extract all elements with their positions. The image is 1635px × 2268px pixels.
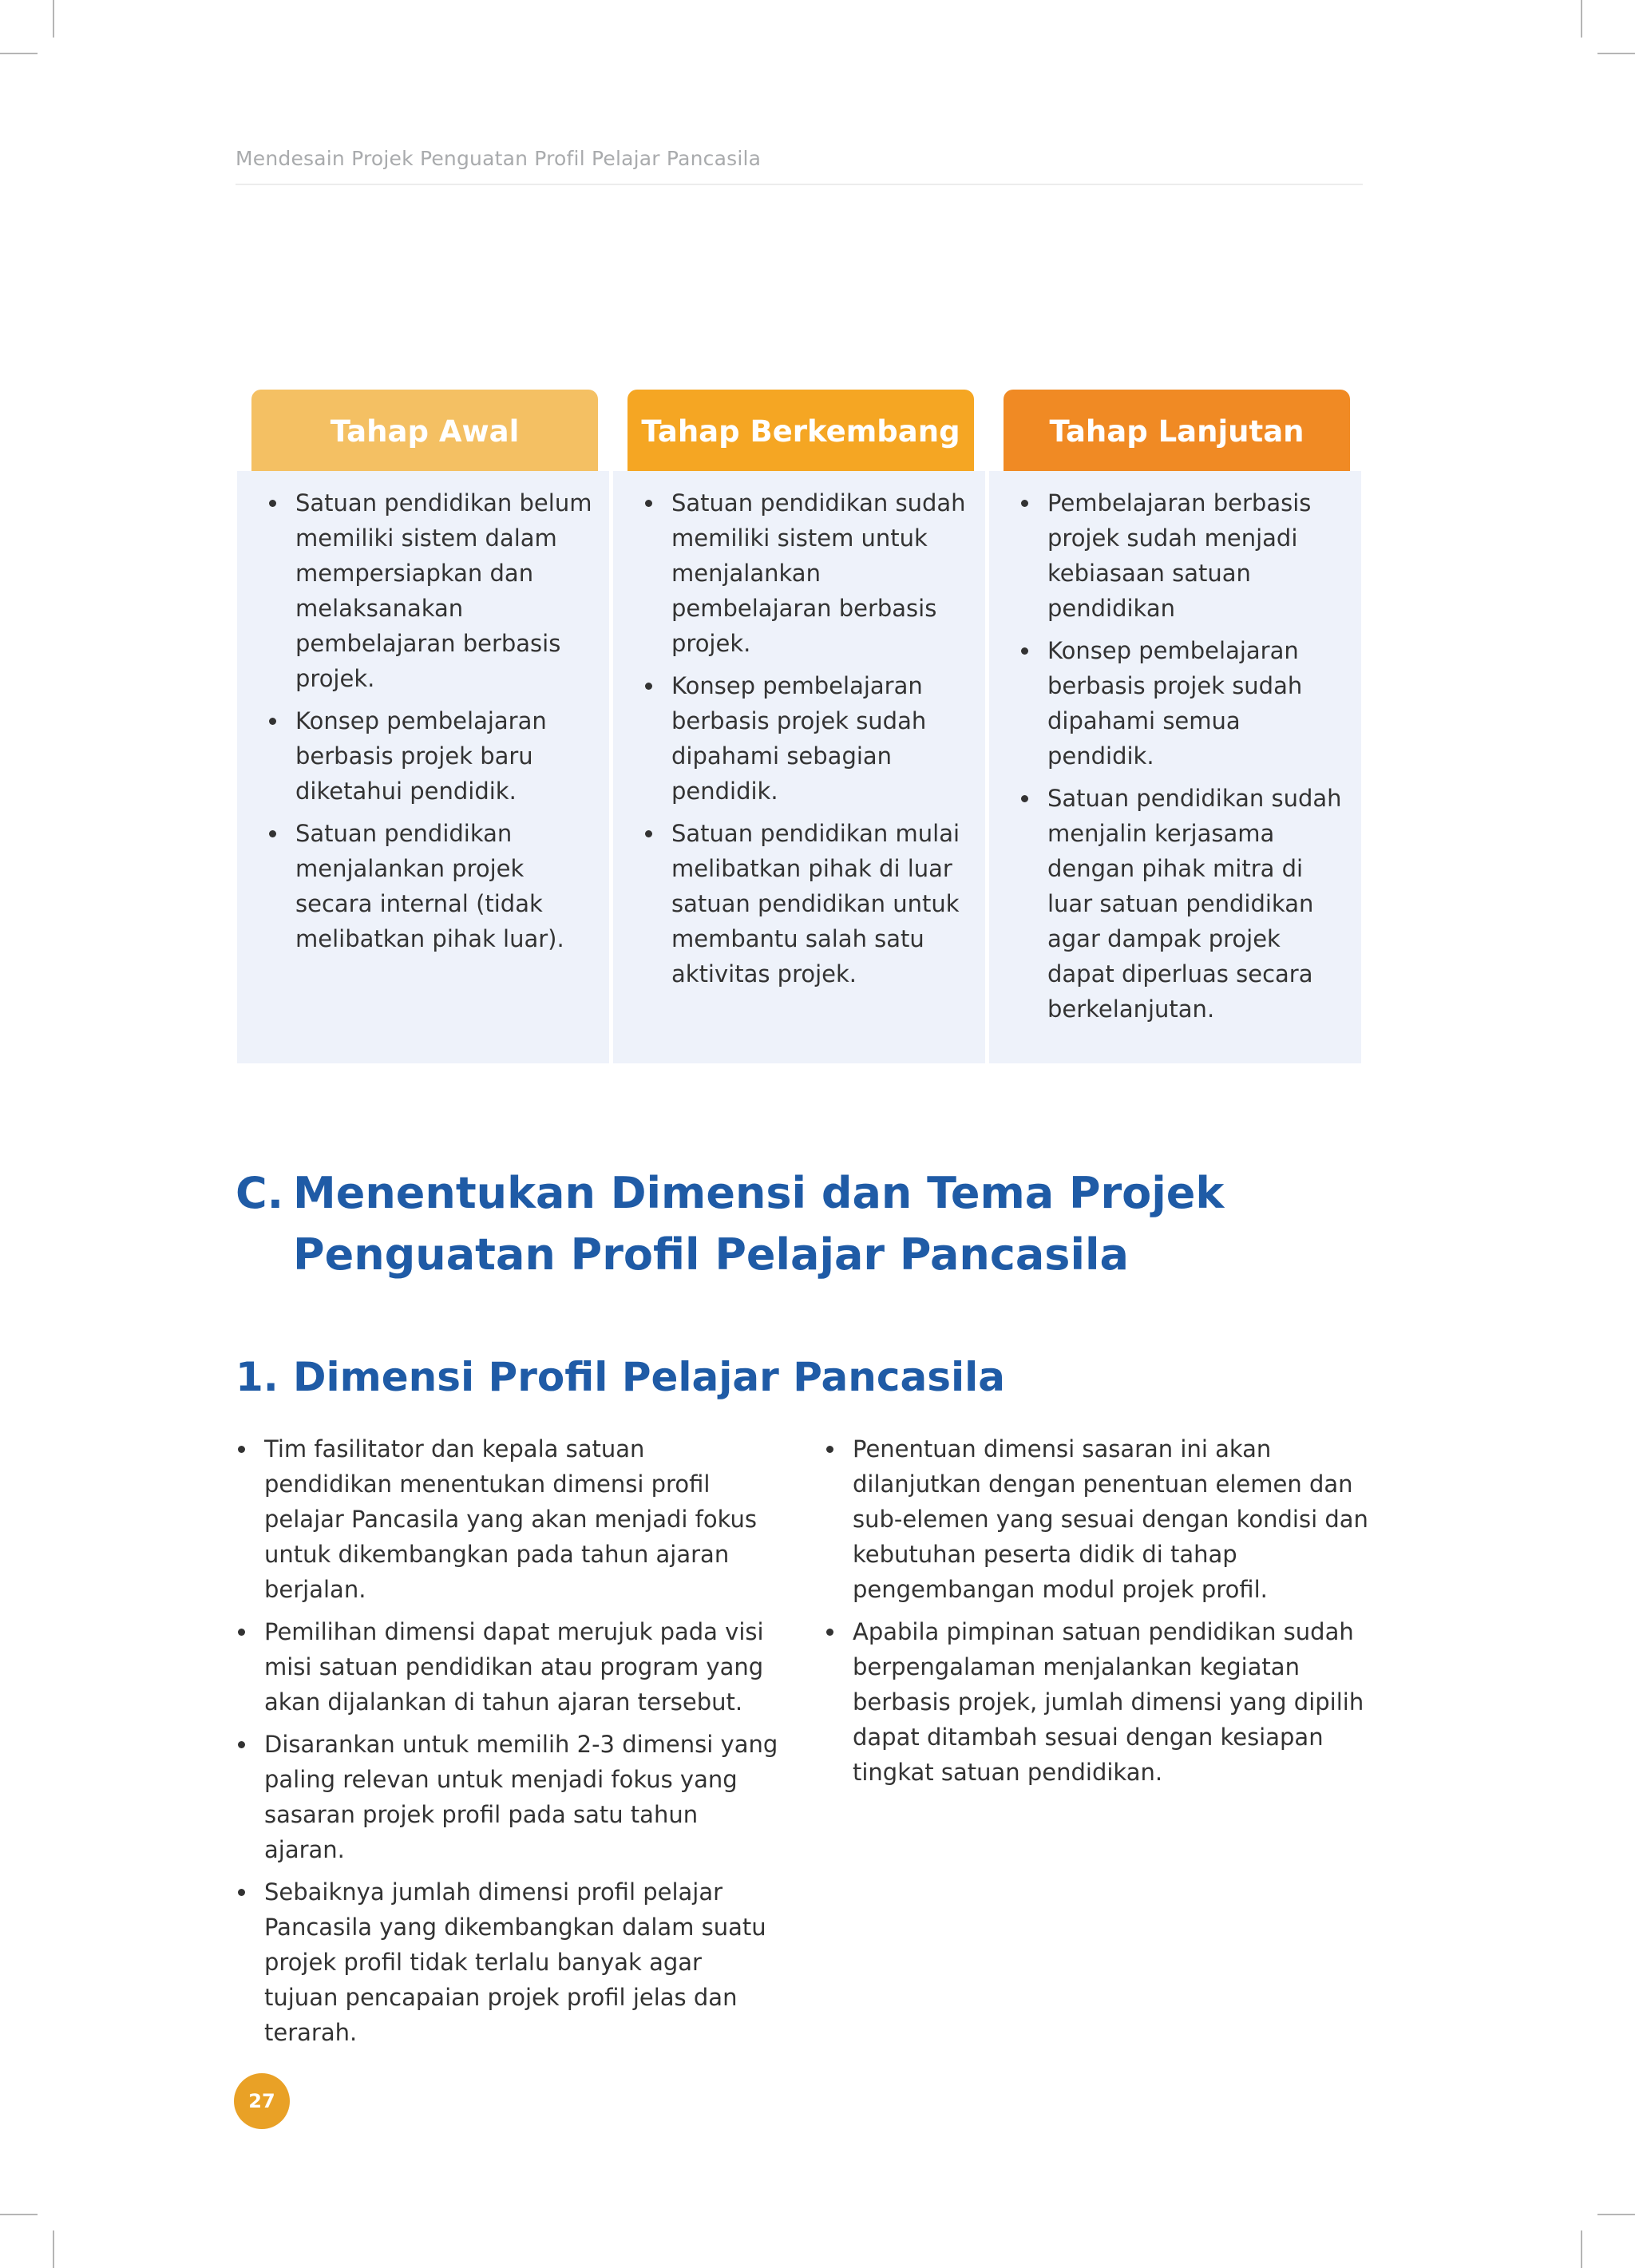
list-item: Pemilihan dimensi dapat merujuk pada visi misi satuan pendidikan atau program yang akan dijalankan di tahun ajaran tersebut. xyxy=(236,1614,778,1720)
list-item: Pembelajaran berbasis projek sudah menjadi kebiasaan satuan pendidikan xyxy=(1019,485,1353,626)
page-number: 27 xyxy=(234,2073,290,2129)
list-item: Tim fasilitator dan kepala satuan pendidikan menentukan dimensi profil pelajar Pancasila yang akan menjadi fokus untuk dikembangkan pada tahun ajaran berjalan. xyxy=(236,1431,778,1607)
list-item: Satuan pendidikan sudah menjalin kerjasama dengan pihak mitra di luar satuan pendidikan agar dampak projek dapat diperluas secara berkelanjutan. xyxy=(1019,781,1353,1027)
list-item: Satuan pendidikan mulai melibatkan pihak di luar satuan pendidikan untuk membantu salah satu aktivitas projek. xyxy=(643,816,977,992)
list-item: Konsep pembelajaran berbasis projek sudah dipahami sebagian pendidik. xyxy=(643,668,977,809)
list-item: Penentuan dimensi sasaran ini akan dilanjutkan dengan penentuan elemen dan sub-elemen yang sesuai dengan kondisi dan kebutuhan peserta didik di tahap pengembangan modul projek profil. xyxy=(824,1431,1383,1607)
crop-mark xyxy=(1597,2214,1635,2215)
stage-header: Tahap Awal xyxy=(251,390,598,471)
section-title: Menentukan Dimensi dan Tema Projek Penguatan Profil Pelajar Pancasila xyxy=(293,1168,1225,1280)
stage-items xyxy=(267,485,601,964)
stage-body xyxy=(237,471,609,1063)
running-header: Mendesain Projek Penguatan Profil Pelajar Pancasila xyxy=(236,147,762,170)
list-item: Satuan pendidikan sudah memiliki sistem untuk menjalankan pembelajaran berbasis projek. xyxy=(643,485,977,661)
stage-column-awal xyxy=(237,390,611,1063)
subsection-number: 1. xyxy=(236,1354,279,1400)
stages-table xyxy=(237,390,1363,1063)
stage-items xyxy=(1019,485,1353,1034)
subsection-title: Dimensi Profil Pelajar Pancasila xyxy=(293,1354,1005,1400)
list-item: Apabila pimpinan satuan pendidikan sudah berpengalaman menjalankan kegiatan berbasis projek, jumlah dimensi yang dipilih dapat ditambah sesuai dengan kesiapan tingkat satuan pendidikan. xyxy=(824,1614,1383,1790)
list-item: Satuan pendidikan menjalankan projek secara internal (tidak melibatkan pihak luar). xyxy=(267,816,601,956)
body-list-left xyxy=(236,1431,778,2057)
list-item: Sebaiknya jumlah dimensi profil pelajar Pancasila yang dikembangkan dalam suatu projek profil tidak terlalu banyak agar tujuan pencapaian projek profil jelas dan terarah. xyxy=(236,1874,778,2050)
header-divider xyxy=(236,184,1363,185)
section-number: C. xyxy=(236,1168,284,1218)
stage-header: Tahap Lanjutan xyxy=(1004,390,1350,471)
crop-mark xyxy=(1581,0,1582,38)
list-item: Disarankan untuk memilih 2-3 dimensi yang paling relevan untuk menjadi fokus yang sasaran projek profil pada satu tahun ajaran. xyxy=(236,1727,778,1867)
list-item: Satuan pendidikan belum memiliki sistem dalam mempersiapkan dan melaksanakan pembelajaran berbasis projek. xyxy=(267,485,601,696)
crop-mark xyxy=(0,2214,38,2215)
list-item: Konsep pembelajaran berbasis projek baru diketahui pendidik. xyxy=(267,703,601,809)
body-list-right xyxy=(824,1431,1383,1797)
stage-body xyxy=(989,471,1361,1063)
crop-mark xyxy=(1581,2230,1582,2268)
stage-column-lanjutan xyxy=(989,390,1363,1063)
crop-mark xyxy=(53,2230,54,2268)
stage-body xyxy=(613,471,985,1063)
stage-header: Tahap Berkembang xyxy=(627,390,974,471)
crop-mark xyxy=(53,0,54,38)
list-item: Konsep pembelajaran berbasis projek sudah dipahami semua pendidik. xyxy=(1019,633,1353,774)
crop-mark xyxy=(1597,53,1635,54)
stage-column-berkembang xyxy=(613,390,987,1063)
crop-mark xyxy=(0,53,38,54)
stage-items xyxy=(643,485,977,999)
